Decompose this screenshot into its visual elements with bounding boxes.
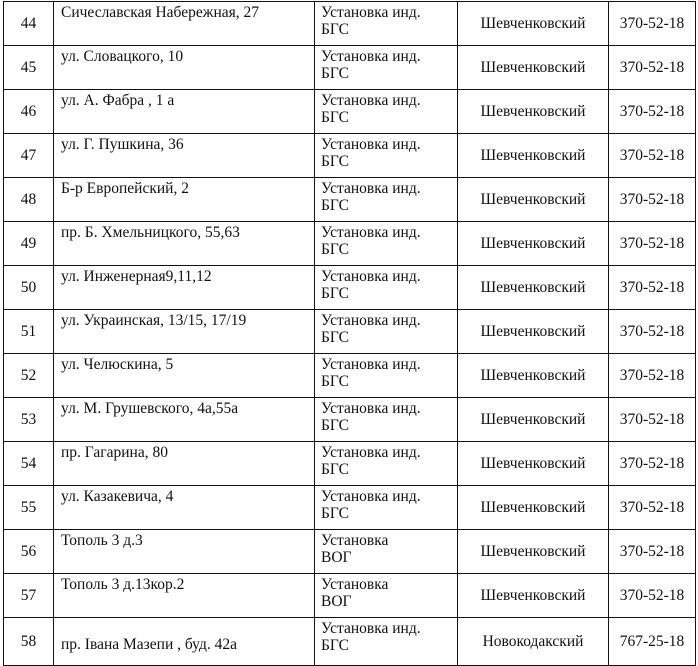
row-work-type: [315, 618, 458, 666]
row-address: ул. М. Грушевского, 4а,55а: [54, 398, 315, 442]
row-phone: 370-52-18: [609, 90, 696, 134]
row-address: ул. Челюскина, 5: [54, 354, 315, 398]
table-row: [4, 442, 696, 486]
work-type-line1: Установка инд.: [321, 620, 421, 637]
row-phone: 370-52-18: [609, 354, 696, 398]
table-row: [4, 310, 696, 354]
table-row: [4, 398, 696, 442]
row-address: пр. Івана Мазепи , буд. 42а: [54, 618, 315, 666]
row-address: ул. Казакевича, 4: [54, 486, 315, 530]
work-type-line2: БГС: [321, 109, 349, 126]
row-number: 47: [4, 134, 54, 178]
row-district: Шевченковский: [458, 486, 609, 530]
row-work-type: [315, 222, 458, 266]
work-type-line2: БГС: [321, 241, 349, 258]
work-type-line2: ВОГ: [321, 593, 352, 610]
row-number: 56: [4, 530, 54, 574]
work-type-line1: Установка: [321, 576, 389, 593]
work-type-line1: Установка инд.: [321, 48, 421, 65]
row-work-type: [315, 310, 458, 354]
row-work-type: [315, 134, 458, 178]
table-row: [4, 354, 696, 398]
work-type-line1: Установка инд.: [321, 400, 421, 417]
row-address: ул. Инженерная9,11,12: [54, 266, 315, 310]
works-table-body: [4, 2, 696, 666]
work-type-line1: Установка инд.: [321, 444, 421, 461]
work-type-line1: Установка инд.: [321, 180, 421, 197]
table-row: [4, 178, 696, 222]
row-phone: 370-52-18: [609, 222, 696, 266]
row-district: Шевченковский: [458, 266, 609, 310]
table-row: [4, 486, 696, 530]
row-number: 57: [4, 574, 54, 618]
row-district: Шевченковский: [458, 354, 609, 398]
row-number: 55: [4, 486, 54, 530]
row-number: 52: [4, 354, 54, 398]
work-type-line2: БГС: [321, 461, 349, 478]
row-number: 46: [4, 90, 54, 134]
row-district: Шевченковский: [458, 442, 609, 486]
row-work-type: [315, 2, 458, 46]
work-type-line2: БГС: [321, 21, 349, 38]
row-work-type: [315, 486, 458, 530]
row-phone: 370-52-18: [609, 442, 696, 486]
row-phone: 370-52-18: [609, 46, 696, 90]
work-type-line2: БГС: [321, 417, 349, 434]
row-district: Шевченковский: [458, 398, 609, 442]
row-district: Шевченковский: [458, 574, 609, 618]
work-type-line1: Установка инд.: [321, 136, 421, 153]
row-number: 44: [4, 2, 54, 46]
work-type-line2: БГС: [321, 197, 349, 214]
row-address: Б-р Европейский, 2: [54, 178, 315, 222]
work-type-line1: Установка: [321, 532, 389, 549]
row-work-type: [315, 46, 458, 90]
table-row: [4, 530, 696, 574]
row-address: ул. Словацкого, 10: [54, 46, 315, 90]
row-district: Шевченковский: [458, 178, 609, 222]
row-phone: 370-52-18: [609, 134, 696, 178]
row-phone: 370-52-18: [609, 574, 696, 618]
work-type-line1: Установка инд.: [321, 312, 421, 329]
row-address: Сичеславская Набережная, 27: [54, 2, 315, 46]
work-type-line1: Установка инд.: [321, 92, 421, 109]
row-phone: 370-52-18: [609, 398, 696, 442]
row-work-type: [315, 266, 458, 310]
work-type-line1: Установка инд.: [321, 224, 421, 241]
works-table: [3, 1, 696, 666]
row-number: 49: [4, 222, 54, 266]
row-number: 54: [4, 442, 54, 486]
work-type-line2: БГС: [321, 329, 349, 346]
row-address: пр. Б. Хмельницкого, 55,63: [54, 222, 315, 266]
row-district: Шевченковский: [458, 134, 609, 178]
row-work-type: [315, 530, 458, 574]
table-row: [4, 46, 696, 90]
row-work-type: [315, 574, 458, 618]
work-type-line1: Установка инд.: [321, 268, 421, 285]
work-type-line2: БГС: [321, 373, 349, 390]
row-work-type: [315, 90, 458, 134]
table-row: [4, 90, 696, 134]
row-district: Шевченковский: [458, 222, 609, 266]
row-district: Шевченковский: [458, 2, 609, 46]
row-address: ул. Г. Пушкина, 36: [54, 134, 315, 178]
work-type-line1: Установка инд.: [321, 488, 421, 505]
row-address: ул. А. Фабра , 1 а: [54, 90, 315, 134]
row-phone: 370-52-18: [609, 530, 696, 574]
table-row: [4, 266, 696, 310]
work-type-line2: БГС: [321, 285, 349, 302]
row-phone: 370-52-18: [609, 178, 696, 222]
row-phone: 370-52-18: [609, 2, 696, 46]
row-phone: 370-52-18: [609, 266, 696, 310]
row-district: Новокодакский: [458, 618, 609, 666]
row-address: Тополь 3 д.3: [54, 530, 315, 574]
row-address: ул. Украинская, 13/15, 17/19: [54, 310, 315, 354]
row-work-type: [315, 354, 458, 398]
row-number: 48: [4, 178, 54, 222]
row-address: пр. Гагарина, 80: [54, 442, 315, 486]
row-district: Шевченковский: [458, 46, 609, 90]
work-type-line1: Установка инд.: [321, 356, 421, 373]
row-number: 58: [4, 618, 54, 666]
row-district: Шевченковский: [458, 530, 609, 574]
table-row: [4, 222, 696, 266]
row-number: 51: [4, 310, 54, 354]
work-type-line2: БГС: [321, 65, 349, 82]
row-number: 50: [4, 266, 54, 310]
row-work-type: [315, 178, 458, 222]
row-phone: 767-25-18: [609, 618, 696, 666]
work-type-line2: БГС: [321, 153, 349, 170]
row-number: 53: [4, 398, 54, 442]
work-type-line2: БГС: [321, 637, 349, 654]
table-row: [4, 2, 696, 46]
row-phone: 370-52-18: [609, 310, 696, 354]
row-number: 45: [4, 46, 54, 90]
table-row: [4, 574, 696, 618]
table-row: [4, 134, 696, 178]
work-type-line2: ВОГ: [321, 549, 352, 566]
row-work-type: [315, 442, 458, 486]
row-address: Тополь 3 д.13кор.2: [54, 574, 315, 618]
work-type-line1: Установка инд.: [321, 4, 421, 21]
row-district: Шевченковский: [458, 310, 609, 354]
row-district: Шевченковский: [458, 90, 609, 134]
work-type-line2: БГС: [321, 505, 349, 522]
row-work-type: [315, 398, 458, 442]
table-row: [4, 618, 696, 666]
row-phone: 370-52-18: [609, 486, 696, 530]
